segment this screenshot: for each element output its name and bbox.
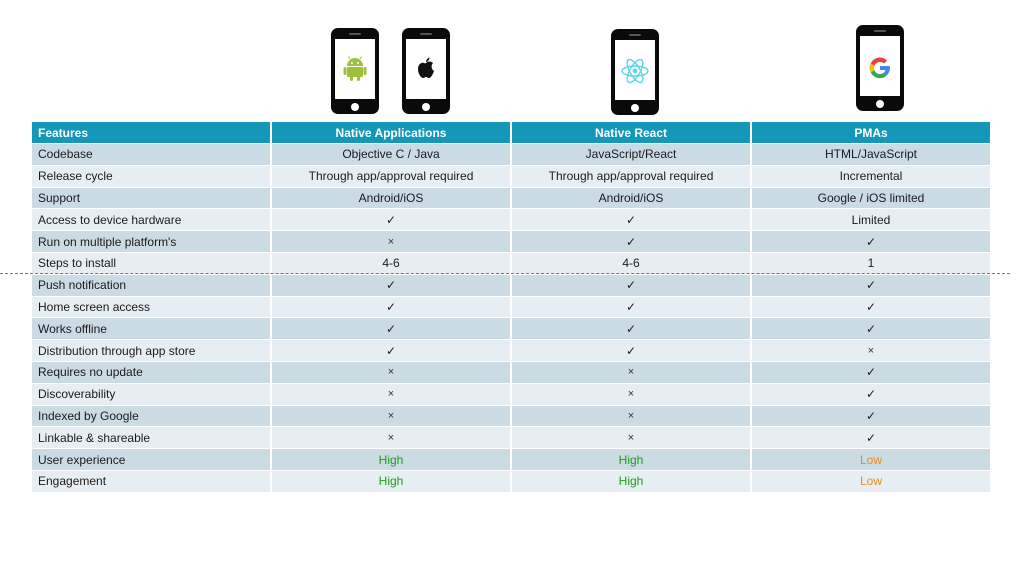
feature-value: 4-6 xyxy=(271,252,511,274)
table-row xyxy=(32,405,990,427)
android-phone xyxy=(331,28,379,114)
feature-value: High xyxy=(271,470,511,492)
feature-value: ✓ xyxy=(751,405,990,427)
google-icon xyxy=(867,55,893,81)
feature-value: High xyxy=(511,470,751,492)
feature-value: HTML/JavaScript xyxy=(751,144,990,166)
android-icon xyxy=(343,56,367,82)
feature-value: 1 xyxy=(751,252,990,274)
feature-value: Limited xyxy=(751,209,990,231)
header-features: Features xyxy=(32,122,271,144)
feature-value: ✓ xyxy=(751,361,990,383)
table-row xyxy=(32,144,990,166)
feature-value: Objective C / Java xyxy=(271,144,511,166)
feature-label: Codebase xyxy=(32,144,271,166)
table-row xyxy=(32,427,990,449)
header-native-applications: Native Applications xyxy=(271,122,511,144)
header-row xyxy=(32,122,990,144)
feature-value: ✓ xyxy=(271,296,511,318)
header-pmas: PMAs xyxy=(751,122,990,144)
feature-label: Engagement xyxy=(32,470,271,492)
feature-value: ✓ xyxy=(751,318,990,340)
feature-value: ✓ xyxy=(511,318,751,340)
table-row xyxy=(32,470,990,492)
feature-label: Discoverability xyxy=(32,383,271,405)
feature-value: × xyxy=(271,231,511,253)
feature-value: High xyxy=(271,449,511,471)
feature-label: Push notification xyxy=(32,274,271,296)
feature-value: × xyxy=(271,405,511,427)
feature-value: × xyxy=(511,427,751,449)
ios-phone xyxy=(402,28,450,114)
feature-label: Distribution through app store xyxy=(32,340,271,362)
feature-label: Requires no update xyxy=(32,361,271,383)
feature-value: High xyxy=(511,449,751,471)
apple-icon xyxy=(416,57,436,80)
feature-label: Release cycle xyxy=(32,165,271,187)
table-row xyxy=(32,209,990,231)
react-phone xyxy=(611,29,659,115)
feature-value: ✓ xyxy=(511,296,751,318)
feature-value: ✓ xyxy=(511,209,751,231)
table-row xyxy=(32,231,990,253)
feature-label: Indexed by Google xyxy=(32,405,271,427)
feature-value: ✓ xyxy=(751,274,990,296)
feature-value: ✓ xyxy=(271,274,511,296)
feature-value: ✓ xyxy=(751,231,990,253)
table-row xyxy=(32,340,990,362)
feature-value: 4-6 xyxy=(511,252,751,274)
feature-label: User experience xyxy=(32,449,271,471)
feature-value: × xyxy=(511,405,751,427)
feature-value: ✓ xyxy=(751,296,990,318)
feature-value: Incremental xyxy=(751,165,990,187)
feature-label: Linkable & shareable xyxy=(32,427,271,449)
feature-label: Works offline xyxy=(32,318,271,340)
feature-label: Steps to install xyxy=(32,252,271,274)
feature-value: × xyxy=(271,361,511,383)
feature-value: ✓ xyxy=(271,318,511,340)
feature-value: ✓ xyxy=(271,209,511,231)
feature-label: Access to device hardware xyxy=(32,209,271,231)
react-icon xyxy=(620,58,650,84)
table-row xyxy=(32,296,990,318)
feature-value: × xyxy=(271,427,511,449)
feature-value: ✓ xyxy=(751,427,990,449)
table-row xyxy=(32,361,990,383)
divider-dashed-line xyxy=(0,273,1010,274)
feature-value: JavaScript/React xyxy=(511,144,751,166)
feature-value: Low xyxy=(751,449,990,471)
table-row xyxy=(32,449,990,471)
google-phone xyxy=(856,25,904,111)
feature-value: Android/iOS xyxy=(511,187,751,209)
feature-value: Google / iOS limited xyxy=(751,187,990,209)
feature-value: ✓ xyxy=(511,231,751,253)
feature-value: ✓ xyxy=(271,340,511,362)
feature-value: × xyxy=(511,383,751,405)
feature-value: × xyxy=(751,340,990,362)
comparison-table xyxy=(32,122,990,493)
table-row xyxy=(32,165,990,187)
feature-value: × xyxy=(271,383,511,405)
feature-label: Support xyxy=(32,187,271,209)
table-row xyxy=(32,383,990,405)
feature-value: Android/iOS xyxy=(271,187,511,209)
feature-value: Through app/approval required xyxy=(511,165,751,187)
table-row xyxy=(32,274,990,296)
feature-value: ✓ xyxy=(751,383,990,405)
feature-value: Through app/approval required xyxy=(271,165,511,187)
table-row xyxy=(32,252,990,274)
feature-label: Run on multiple platform's xyxy=(32,231,271,253)
feature-value: ✓ xyxy=(511,274,751,296)
table-row xyxy=(32,187,990,209)
table-row xyxy=(32,318,990,340)
header-native-react: Native React xyxy=(511,122,751,144)
feature-value: ✓ xyxy=(511,340,751,362)
feature-label: Home screen access xyxy=(32,296,271,318)
feature-value: Low xyxy=(751,470,990,492)
feature-value: × xyxy=(511,361,751,383)
